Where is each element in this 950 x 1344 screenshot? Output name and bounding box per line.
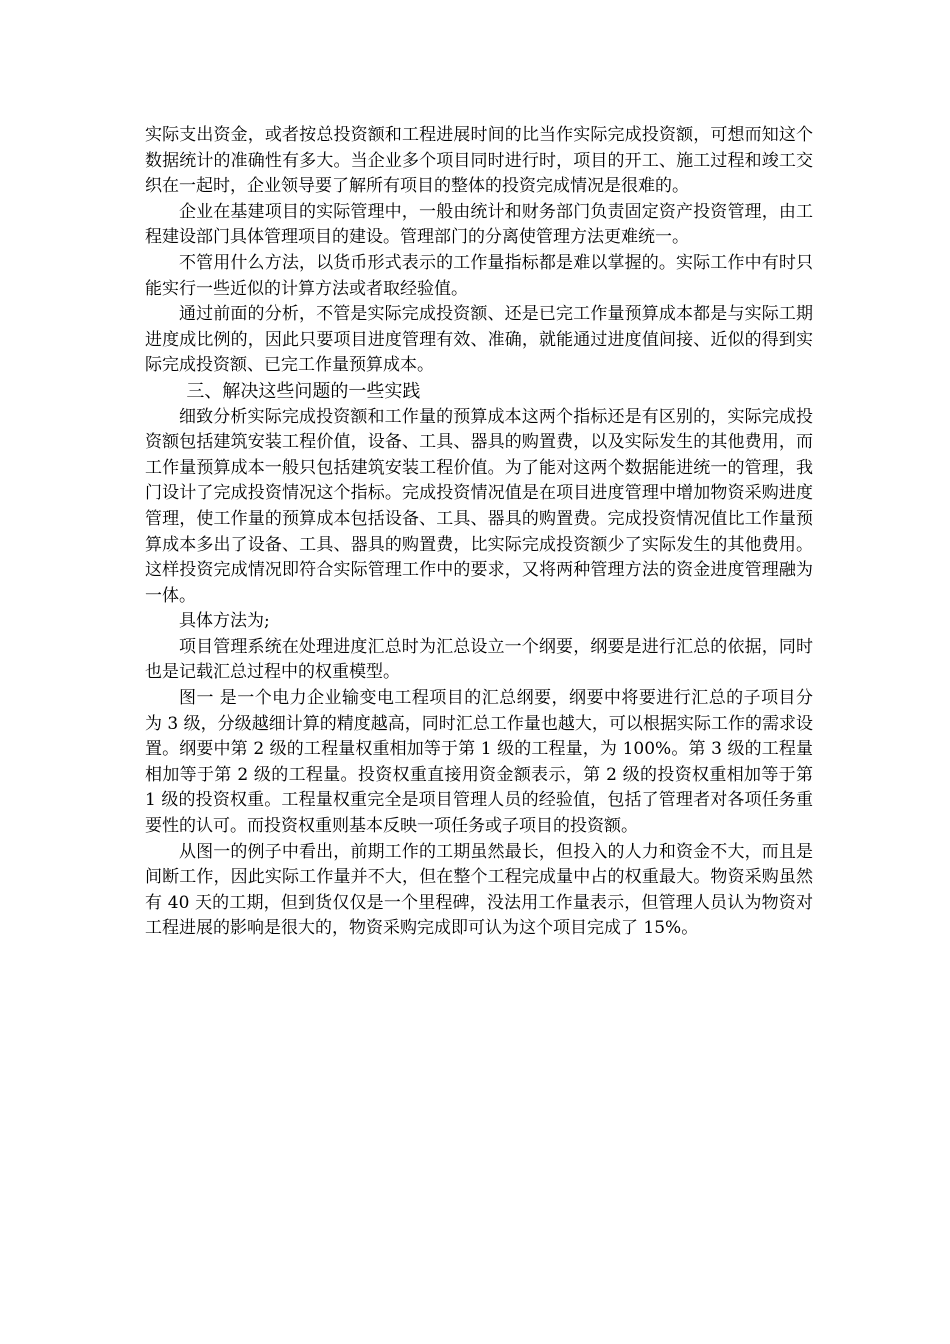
paragraph-continuation: 实际支出资金，或者按总投资额和工程进展时间的比当作实际完成投资额，可想而知这个数据统计的准确性有多大。当企业多个项目同时进行时，项目的开工、施工过程和竣工交织在一起时，企业领导要了解所有项目的整体的投资完成情况是很难的。 bbox=[145, 125, 813, 197]
paragraph-analysis-summary: 通过前面的分析，不管是实际完成投资额、还是已完工作量预算成本都是与实际工期进度成比例的，因此只要项目进度管理有效、准确，就能通过进度值间接、近似的得到实际完成投资额、已完工作量预算成本。 bbox=[145, 304, 813, 376]
document-body bbox=[145, 123, 813, 942]
section-heading-3: 三、解决这些问题的一些实践 bbox=[186, 380, 421, 402]
paragraph-method-intro: 具体方法为; bbox=[179, 611, 270, 632]
paragraph-management-separation: 企业在基建项目的实际管理中，一般由统计和财务部门负责固定资产投资管理，由工程建设部门具体管理项目的建设。管理部门的分离使管理方法更难统一。 bbox=[145, 201, 813, 248]
paragraph-outline-basis: 项目管理系统在处理进度汇总时为汇总设立一个纲要，纲要是进行汇总的依据，同时也是记载汇总过程中的权重模型。 bbox=[145, 636, 813, 683]
paragraph-figure-one-description: 图一 是一个电力企业输变电工程项目的汇总纲要，纲要中将要进行汇总的子项目分为 3 级，分级越细计算的精度越高，同时汇总工作量也越大，可以根据实际工作的需求设置。纲要中第 2 级的工程量权重相加等于第 1 级的工程量，为 100%。第 3 级的工程量相加等于第 2 级的工程量。投资权重直接用资金额表示，第 2 级的投资权重相加等于第 1 级的投资权重。工程量权重完全是项目管理人员的经验值，包括了管理者对各项任务重要性的认可。而投资权重则基本反映一项任务或子项目的投资额。 bbox=[145, 688, 813, 837]
paragraph-investment-indicator: 细致分析实际完成投资额和工作量的预算成本这两个指标还是有区别的，实际完成投资额包括建筑安装工程价值，设备、工具、器具的购置费，以及实际发生的其他费用，而工作量预算成本一般只包括建筑安装工程价值。为了能对这两个数据能进统一的管理，我门设计了完成投资情况这个指标。完成投资情况值是在项目进度管理中增加物资采购进度管理，使工作量的预算成本包括设备、工具、器具的购置费。完成投资情况值比工作量预算成本多出了设备、工具、器具的购置费，比实际完成投资额少了实际发生的其他费用。这样投资完成情况即符合实际管理工作中的要求，又将两种管理方法的资金进度管理融为一体。 bbox=[145, 406, 813, 606]
paragraph-workload-indicator: 不管用什么方法，以货币形式表示的工作量指标都是难以掌握的。实际工作中有时只能实行一些近似的计算方法或者取经验值。 bbox=[145, 252, 813, 299]
paragraph-figure-one-example: 从图一的例子中看出，前期工作的工期虽然最长，但投入的人力和资金不大，而且是间断工作，因此实际工作量并不大，但在整个工程完成量中占的权重最大。物资采购虽然有 40 天的工期，但到货仅仅是一个里程碑，没法用工作量表示，但管理人员认为物资对工程进展的影响是很大的，物资采购完成即可认为这个项目完成了 15%。 bbox=[145, 841, 813, 939]
